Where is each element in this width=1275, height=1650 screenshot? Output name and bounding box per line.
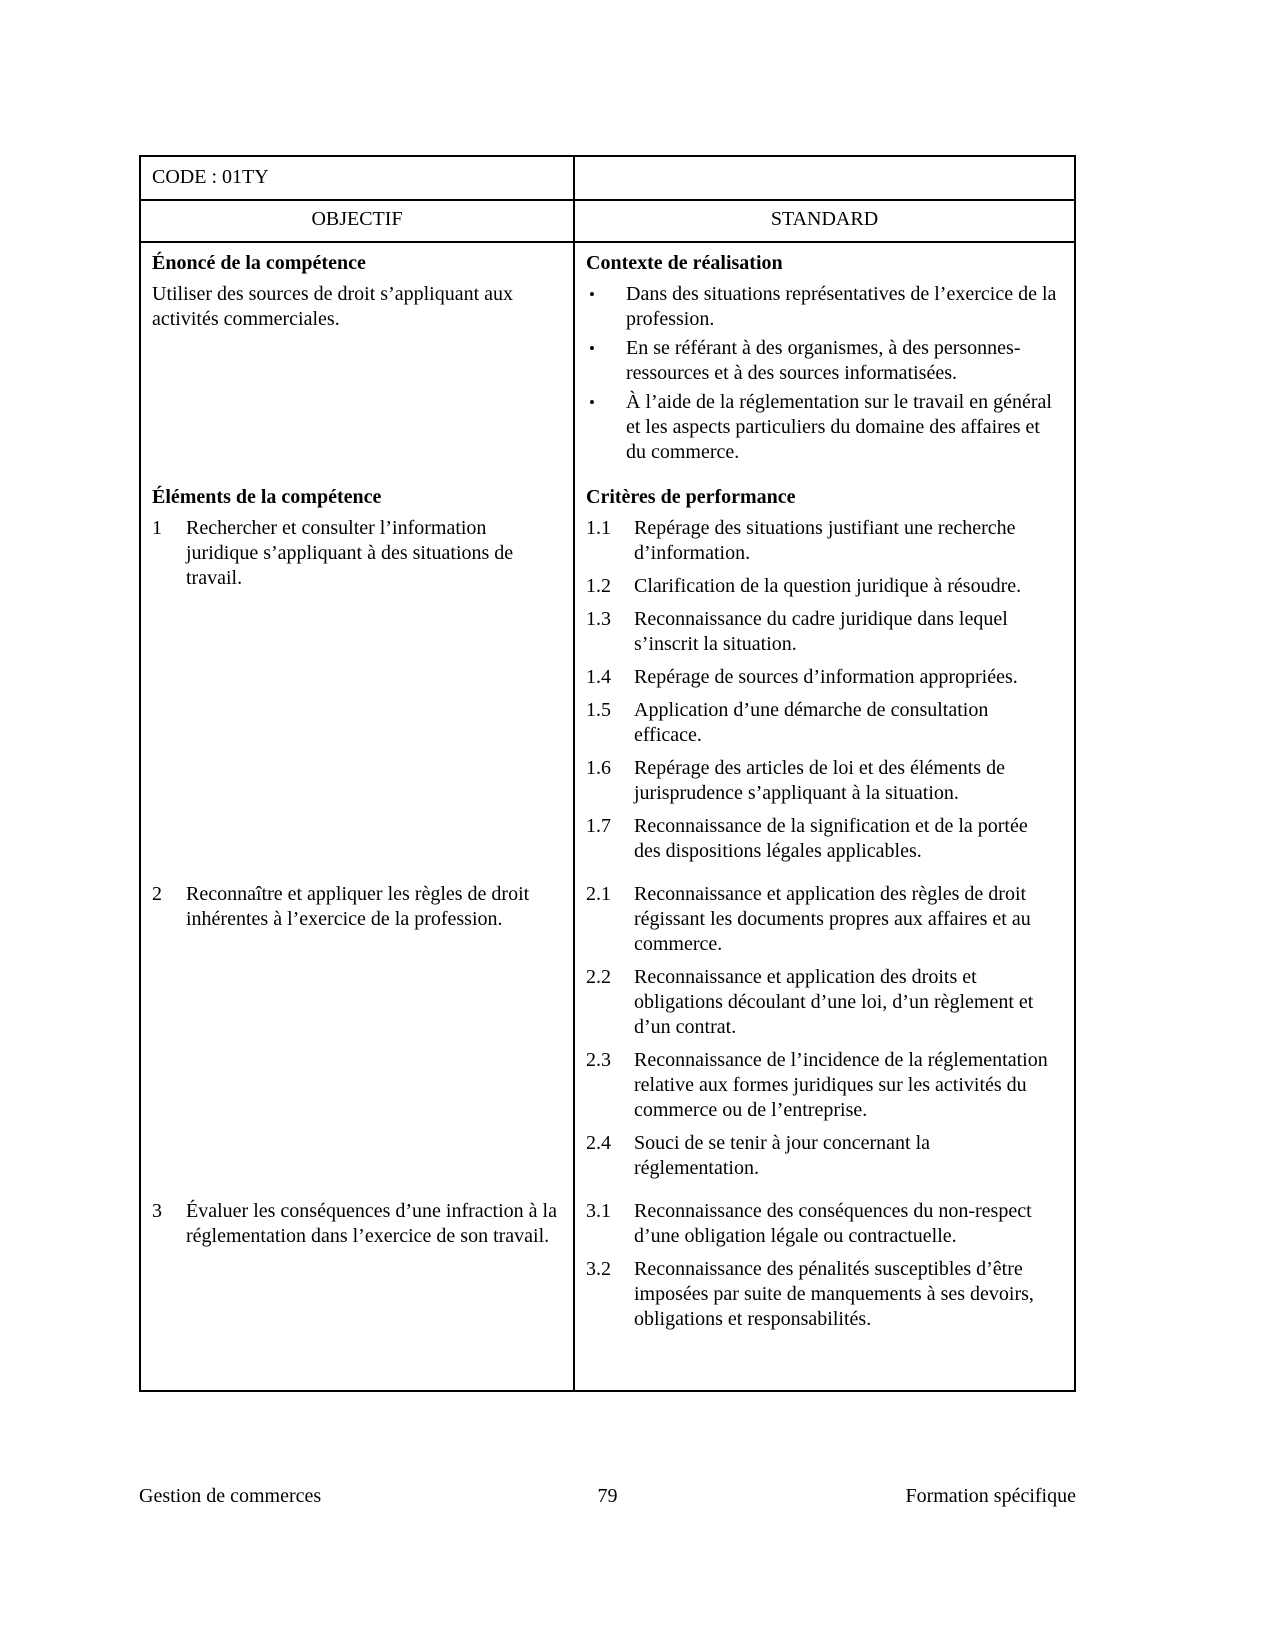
criterion-number: 2.3 [586,1049,611,1071]
list-item [589,390,1058,465]
enonce-cell [141,243,575,477]
criterion-text: Reconnaissance de la signification et de la portée des dispositions légales applicables. [634,815,1028,862]
criterion-number: 1.2 [586,575,611,597]
criterion-number: 1.6 [586,757,611,779]
criterion-number: 3.1 [586,1200,611,1222]
footer-section-title: Gestion de commerces [139,1485,322,1507]
bullet-text: Dans des situations représentatives de l’exercice de la profession. [626,283,1057,330]
criterion-number: 2.2 [586,966,611,988]
element-text: Évaluer les conséquences d’une infraction à la réglementation dans l’exercice de son travail. [186,1200,557,1247]
band-enonce-contexte [141,243,1074,477]
code-row [141,157,1074,201]
elements-cell-2 [141,874,575,1191]
criterion-item [586,1199,1058,1249]
criterion-text: Application d’une démarche de consultation efficace. [634,699,989,746]
page-number: 79 [597,1485,618,1507]
band-element-2 [141,874,1074,1191]
criterion-text: Repérage de sources d’information appropriées. [634,666,1018,688]
code-row-empty-cell [575,157,1074,199]
competency-table [139,155,1076,1392]
criterion-text: Reconnaissance et application des règles de droit régissant les documents propres aux affaires et au commerce. [634,883,1031,955]
element-number: 1 [152,517,162,539]
criterion-number: 2.4 [586,1132,611,1154]
criterion-text: Clarification de la question juridique à résoudre. [634,575,1022,597]
code-cell [141,157,575,199]
criterion-text: Reconnaissance des conséquences du non-respect d’une obligation légale ou contractuelle. [634,1200,1032,1247]
element-item [152,882,557,932]
enonce-text: Utiliser des sources de droit s’appliquant aux activités commerciales. [152,283,514,330]
page-footer [139,1484,1076,1509]
criterion-number: 1.1 [586,517,611,539]
bullet-icon: • [589,393,595,412]
footer-document-title: Formation spécifique [905,1485,1076,1507]
element-number: 2 [152,883,162,905]
list-item [589,336,1058,386]
criterion-item [586,1131,1058,1181]
criterion-item [586,756,1058,806]
criterion-item [586,607,1058,657]
criterion-item [586,882,1058,957]
elements-title: Éléments de la compétence [152,486,382,508]
element-text: Rechercher et consulter l’information juridique s’appliquant à des situations de travail. [186,517,514,589]
criteres-cell-3 [575,1191,1074,1390]
criterion-number: 3.2 [586,1258,611,1280]
criterion-text: Souci de se tenir à jour concernant la réglementation. [634,1132,930,1179]
elements-cell-1 [141,477,575,874]
bullet-text: En se référant à des organismes, à des personnes-ressources et à des sources informatisées. [626,337,1021,384]
criterion-number: 1.7 [586,815,611,837]
criteres-title: Critères de performance [586,486,796,508]
criterion-item [586,965,1058,1040]
enonce-title: Énoncé de la compétence [152,252,366,274]
criteres-cell-1 [575,477,1074,874]
criteres-cell-2 [575,874,1074,1191]
standard-header: STANDARD [770,208,879,230]
element-text: Reconnaître et appliquer les règles de droit inhérentes à l’exercice de la profession. [186,883,530,930]
element-item [152,516,557,591]
criterion-number: 1.3 [586,608,611,630]
criterion-item [586,665,1058,690]
code-text: CODE : 01TY [152,166,269,188]
criterion-item [586,698,1058,748]
criterion-text: Reconnaissance de l’incidence de la réglementation relative aux formes juridiques sur les activités du commerce ou de l’entreprise. [634,1049,1048,1121]
contexte-title: Contexte de réalisation [586,252,783,274]
criterion-text: Repérage des situations justifiant une recherche d’information. [634,517,1016,564]
elements-cell-3 [141,1191,575,1390]
column-header-row [141,201,1074,243]
criterion-item [586,1257,1058,1332]
criterion-text: Reconnaissance des pénalités susceptibles d’être imposées par suite de manquements à ses devoirs, obligations et responsabilités. [634,1258,1034,1330]
element-item [152,1199,557,1249]
criterion-number: 1.5 [586,699,611,721]
contexte-cell [575,243,1074,477]
criterion-item [586,516,1058,566]
band-element-3 [141,1191,1074,1390]
criterion-number: 1.4 [586,666,611,688]
criterion-item [586,1048,1058,1123]
criterion-number: 2.1 [586,883,611,905]
bullet-text: À l’aide de la réglementation sur le travail en général et les aspects particuliers du domaine des affaires et du commerce. [626,391,1052,463]
criterion-item [586,814,1058,864]
element-number: 3 [152,1200,162,1222]
list-item [589,282,1058,332]
objectif-header: OBJECTIF [141,201,575,241]
criterion-item [586,574,1058,599]
criterion-text: Reconnaissance du cadre juridique dans lequel s’inscrit la situation. [634,608,1008,655]
criterion-text: Reconnaissance et application des droits et obligations découlant d’une loi, d’un règlement et d’un contrat. [634,966,1034,1038]
bullet-icon: • [589,285,595,304]
bullet-icon: • [589,339,595,358]
criterion-text: Repérage des articles de loi et des éléments de jurisprudence s’appliquant à la situation. [634,757,1005,804]
band-element-1 [141,477,1074,874]
